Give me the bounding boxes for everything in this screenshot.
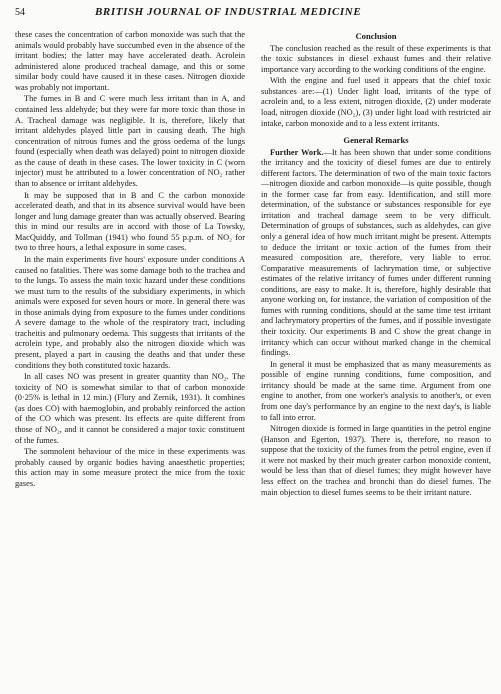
body-paragraph: It may be supposed that in B and C the carbon monoxide accelerated death, and that in its absence survival would have been longer and lung damage greater than was actually observed. Bearing this in mind our results are in accord with those of La Towsky, MacQuiddy, and Tollman (1941) who found 55 p.p.m. of NO₂ for two to three hours, a lethal exposure in some cases.	[15, 190, 245, 253]
general-remarks-heading: General Remarks	[343, 135, 409, 146]
body-paragraph: In general it must be emphasized that as many measurements as possible of engine running conditions, fume composition, and irritancy should be made at the same time. Argument from one engine to another, from one worker's analysis to another's, or even from one day's performance by an engine to the next day's, is liable to fall into error.	[261, 359, 491, 422]
further-work-text: —It has been shown that under some conditions the irritancy and the toxicity of diesel fumes are due to entirely different factors. The determination of two of the main toxic factors—nitrogen dioxide and carbon monoxide—is quite possible, though in the former case far from easy. Identification, and still more determination, of the substance or substances responsible for eye irritation and tracheal damage seem to be very difficult. Determination of groups of substances, such as aldehydes, can give only a general idea of how much irritant might be present. Attempts to deduce the irritant or toxic action of the fumes from their measured composition are, therefore, very liable to error. Comparative measurements of lachrymation time, or subjective estimates of the relative irritancy of fumes under different running conditions, are easy to make. It is, therefore, highly desirable that anyone working on, for instance, the variation of composition of the fumes with running conditions, should at the same time test irritant and lachrymatory properties of the fumes, and if possible investigate their toxicity. Our experiments B and C show the great change in irritancy which can occur without marked change in the chemical findings.	[261, 147, 491, 358]
conclusion-heading: Conclusion	[355, 31, 397, 41]
body-paragraph: In all cases NO was present in greater quantity than NO₂. The toxicity of NO is somewhat similar to that of carbon monoxide (0·25% is lethal in 12 min.) (Flury and Zernik, 1931). It combines (as does CO) with haemoglobin, and probably reinforced the action of the CO which was present. Its effects are quite different from those of NO₂, and it cannot be considered a major toxic constituent of the fumes.	[15, 372, 245, 445]
body-paragraph: Nitrogen dioxide is formed in large quantities in the petrol engine (Hanson and Egerton, 1937). There is, therefore, no reason to suppose that the toxicity of the fumes from the petrol engine, even if it were not masked by their much greater carbon monoxide content, would be less than that of diesel fumes; they might however have less effect on the trachea and bronchi than do diesel fumes. The main objection to diesel fumes seems to be their irritant nature.	[261, 424, 491, 497]
body-paragraph: With the engine and fuel used it appears that the chief toxic substances are:—(1) Under light load, irritants of the type of acrolein and, to a less extent, nitrogen dioxide, (2) under moderate load, nitrogen dioxide (NO₂), (3) under light load with restricted air intake, carbon monoxide and to a less extent irritants.	[261, 76, 491, 128]
further-work-runin: Further Work.	[270, 147, 324, 157]
journal-title: BRITISH JOURNAL OF INDUSTRIAL MEDICINE	[95, 6, 362, 18]
body-paragraph: The somnolent behaviour of the mice in these experiments was probably caused by organic bodies having anaesthetic properties; this action may in some measure protect the mice from the toxic gases.	[15, 447, 245, 488]
running-header	[15, 6, 491, 28]
text-columns	[15, 30, 491, 498]
left-column	[15, 30, 245, 498]
body-paragraph	[261, 148, 491, 359]
page-number: 54	[15, 7, 25, 18]
body-paragraph: The fumes in B and C were much less irritant than in A, and contained less aldehyde; but they were far more toxic than those in A. Tracheal damage was negligible. It is, therefore, likely that irritant aldehydes played little part in causing death. The high concentration of nitrous fumes and the gross oedema of the lungs found (especially when death was delayed) point to nitrogen dioxide as the cause of death in these cases. The lower toxicity in C (worn injector) must be attributed to a lower concentration of NO₂ rather than to absence or irritant aldehydes.	[15, 94, 245, 188]
right-column	[261, 30, 491, 498]
body-paragraph: these cases the concentration of carbon monoxide was such that the animals would probably have succumbed even in the absence of the irritant bodies; the latter may have accelerated death. Acrolein administered alone produced tracheal damage, and this or some similar body could have caused it in these cases. Nitrogen dioxide was probably not important.	[15, 30, 245, 92]
body-paragraph: The conclusion reached as the result of these experiments is that the toxic substances in diesel exhaust fumes and their relative importance vary according to the working conditions of the engine.	[261, 43, 491, 74]
body-paragraph: In the main experiments five hours' exposure under conditions A caused no fatalities. There was some damage both to the trachea and to the lungs. To assess the main toxic hazard under these conditions we must turn to the results of the subsidiary experiments, in which animals were exposed for seven hours or more. In general there was in those animals dying from exposure to the fumes under conditions A severe damage to the whole of the respiratory tract, including tracheitis and pulmonary oedema. This suggests that irritants of the acrolein type, and probably also the nitrogen dioxide which was present, played a part in causing the deaths and that under these conditions they both constituted toxic hazards.	[15, 255, 245, 370]
